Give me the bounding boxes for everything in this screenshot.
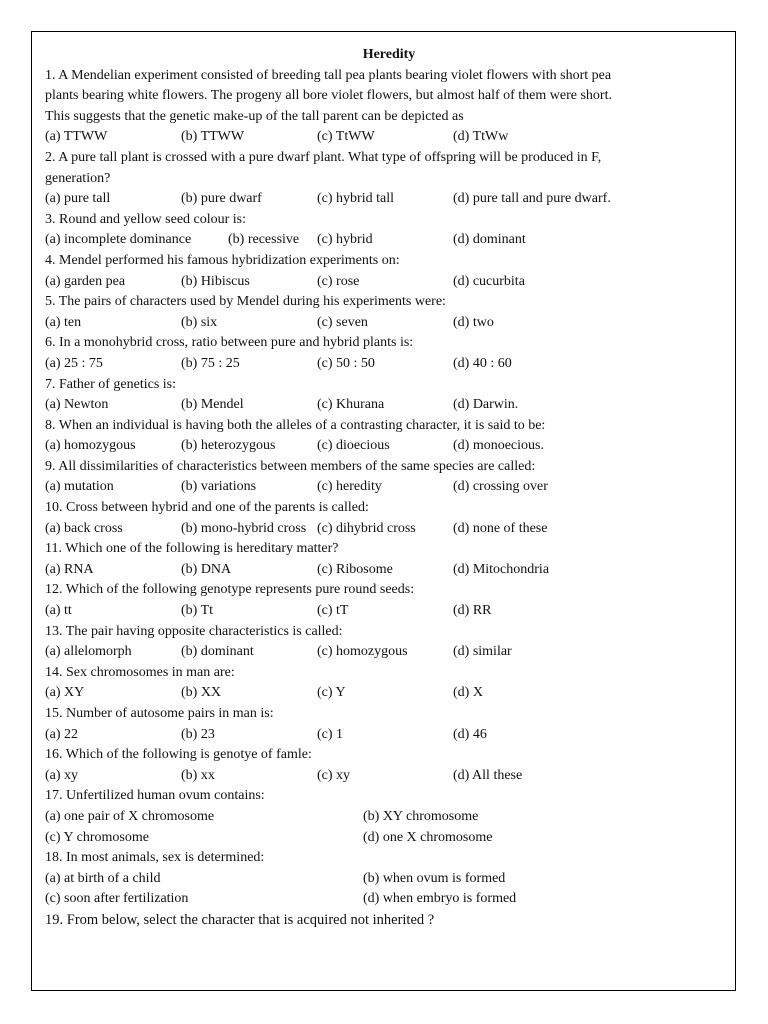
question-text: 14. Sex chromosomes in man are:: [45, 664, 235, 680]
answer-option: (c) Y chromosome: [45, 829, 149, 845]
question-11: [45, 539, 725, 580]
answer-option: (b) variations: [181, 479, 257, 495]
answer-option: (a) 22: [45, 726, 79, 742]
answer-option: (b) Mendel: [181, 397, 244, 413]
question-text: plants bearing white flowers. The progeny all bore violet flowers, but almost half of them were short.: [45, 88, 612, 104]
answer-options: [45, 807, 725, 828]
answer-option: (d) when embryo is formed: [363, 891, 517, 907]
answer-option: (b) Tt: [181, 603, 214, 619]
answer-options: [45, 436, 725, 457]
document-page: [31, 31, 736, 991]
answer-option: (a) XY: [45, 685, 85, 701]
answer-option: (b) heterozygous: [181, 438, 276, 454]
answer-option: (d) none of these: [453, 520, 548, 536]
question-text: 7. Father of genetics is:: [45, 376, 177, 392]
answer-option: (a) RNA: [45, 561, 94, 577]
answer-option: (c) Ribosome: [317, 561, 393, 577]
question-text: 16. Which of the following is genotye of famle:: [45, 747, 312, 763]
answer-option: (c) dihybrid cross: [317, 520, 416, 536]
question-text: 10. Cross between hybrid and one of the parents is called:: [45, 500, 369, 516]
question-text: 1. A Mendelian experiment consisted of breeding tall pea plants bearing violet flowers with short pea: [45, 67, 612, 83]
answer-option: (d) two: [453, 314, 494, 330]
answer-option: (a) at birth of a child: [45, 870, 161, 886]
answer-option: (b) recessive: [228, 232, 300, 248]
answer-options: [45, 683, 725, 704]
question-17: [45, 786, 725, 848]
answer-option: (a) TTWW: [45, 129, 108, 145]
answer-option: (a) tt: [45, 603, 72, 619]
question-text: 15. Number of autosome pairs in man is:: [45, 706, 274, 721]
question-text: 6. In a monohybrid cross, ratio between pure and hybrid plants is:: [45, 335, 414, 351]
question-list: [45, 66, 725, 931]
answer-option: (c) Khurana: [317, 397, 385, 413]
answer-option: (d) monoecious.: [453, 438, 544, 454]
answer-option: (b) Hibiscus: [181, 273, 250, 289]
question-text: 13. The pair having opposite characteristics is called:: [45, 623, 343, 639]
question-9: [45, 457, 725, 498]
answer-option: (a) homozygous: [45, 438, 136, 454]
answer-option: (a) one pair of X chromosome: [45, 808, 215, 824]
answer-options: [45, 889, 725, 910]
document-content: [45, 45, 725, 931]
answer-options: [45, 272, 725, 293]
question-text: 4. Mendel performed his famous hybridization experiments on:: [45, 252, 400, 268]
question-1: [45, 66, 725, 148]
answer-option: (a) xy: [45, 767, 79, 783]
answer-option: (d) dominant: [453, 232, 526, 248]
answer-option: (b) XY chromosome: [363, 808, 479, 824]
answer-option: (c) tT: [317, 603, 349, 619]
answer-option: (c) Y: [317, 685, 346, 701]
question-4: [45, 251, 725, 292]
question-2: [45, 148, 725, 210]
answer-option: (c) heredity: [317, 479, 382, 495]
answer-option: (c) seven: [317, 314, 368, 330]
answer-option: (b) xx: [181, 767, 215, 783]
answer-option: (b) DNA: [181, 561, 232, 577]
answer-option: (d) cucurbita: [453, 273, 525, 289]
answer-option: (d) X: [453, 685, 483, 701]
answer-option: (b) XX: [181, 685, 222, 701]
answer-options: [45, 354, 725, 375]
question-18: [45, 848, 725, 910]
answer-option: (d) crossing over: [453, 479, 548, 495]
answer-options: [45, 127, 725, 148]
answer-option: (a) garden pea: [45, 273, 126, 289]
answer-option: (b) six: [181, 314, 218, 330]
answer-options: [45, 642, 725, 663]
answer-options: [45, 189, 725, 210]
answer-option: (d) 46: [453, 726, 487, 742]
answer-option: (c) hybrid: [317, 232, 373, 248]
question-text: This suggests that the genetic make-up of the tall parent can be depicted as: [45, 108, 464, 124]
answer-option: (c) TtWW: [317, 129, 375, 145]
question-text: 5. The pairs of characters used by Mendel during his experiments were:: [45, 294, 446, 310]
question-10: [45, 498, 725, 539]
answer-option: (d) RR: [453, 603, 492, 619]
answer-option: (c) homozygous: [317, 644, 408, 660]
answer-option: (d) pure tall and pure dwarf.: [453, 191, 611, 207]
answer-option: (b) 75 : 25: [181, 355, 240, 371]
question-12: [45, 580, 725, 621]
answer-option: (d) 40 : 60: [453, 355, 512, 371]
answer-option: (a) back cross: [45, 520, 123, 536]
answer-option: (d) Mitochondria: [453, 561, 550, 577]
answer-option: (c) dioecious: [317, 438, 390, 454]
answer-option: (d) similar: [453, 644, 512, 660]
answer-options: [45, 313, 725, 334]
question-text: 12. Which of the following genotype represents pure round seeds:: [45, 582, 415, 598]
question-text: 2. A pure tall plant is crossed with a pure dwarf plant. What type of offspring will be produced in F,: [45, 149, 602, 165]
answer-option: (d) Darwin.: [453, 397, 519, 413]
answer-option: (c) rose: [317, 273, 360, 289]
question-8: [45, 416, 725, 457]
answer-option: (d) one X chromosome: [363, 829, 493, 845]
question-19: [45, 910, 725, 931]
answer-options: [45, 601, 725, 622]
question-16: [45, 745, 725, 786]
answer-option: (c) 50 : 50: [317, 355, 375, 371]
answer-options: [45, 477, 725, 498]
answer-options: [45, 828, 725, 849]
question-text: 19. From below, select the character that is acquired not inherited ?: [45, 911, 435, 928]
answer-option: (c) 1: [317, 726, 344, 742]
answer-option: (b) dominant: [181, 644, 254, 660]
question-text: 18. In most animals, sex is determined:: [45, 850, 265, 866]
question-text: 3. Round and yellow seed colour is:: [45, 211, 247, 227]
answer-option: (a) Newton: [45, 397, 109, 413]
question-7: [45, 375, 725, 416]
answer-option: (a) incomplete dominance: [45, 232, 192, 248]
answer-option: (a) mutation: [45, 479, 114, 495]
question-3: [45, 210, 725, 251]
answer-option: (b) mono-hybrid cross: [181, 520, 307, 536]
answer-options: [45, 725, 725, 746]
answer-options: [45, 766, 725, 787]
question-text: generation?: [45, 170, 111, 186]
answer-option: (b) pure dwarf: [181, 191, 262, 207]
question-6: [45, 333, 725, 374]
question-text: 8. When an individual is having both the alleles of a contrasting character, it is said to be:: [45, 417, 546, 433]
answer-option: (d) TtWw: [453, 129, 509, 145]
answer-option: (a) 25 : 75: [45, 355, 103, 371]
answer-options: [45, 395, 725, 416]
answer-option: (c) soon after fertilization: [45, 891, 189, 907]
question-text: 11. Which one of the following is hereditary matter?: [45, 541, 339, 557]
answer-option: (a) allelomorph: [45, 644, 132, 660]
answer-option: (d) All these: [453, 767, 523, 783]
answer-option: (c) hybrid tall: [317, 191, 394, 207]
answer-option: (c) xy: [317, 767, 351, 783]
answer-options: [45, 519, 725, 540]
question-14: [45, 663, 725, 704]
answer-option: (b) TTWW: [181, 129, 245, 145]
question-5: [45, 292, 725, 333]
question-text: 17. Unfertilized human ovum contains:: [45, 788, 265, 804]
answer-option: (b) when ovum is formed: [363, 870, 506, 886]
question-text: 9. All dissimilarities of characteristics between members of the same species are called:: [45, 458, 536, 474]
answer-options: [45, 230, 725, 251]
answer-option: (a) ten: [45, 314, 82, 330]
answer-option: (a) pure tall: [45, 191, 111, 207]
answer-options: [45, 560, 725, 581]
question-15: [45, 704, 725, 745]
document-title: Heredity: [362, 47, 416, 62]
question-13: [45, 622, 725, 663]
answer-option: (b) 23: [181, 726, 215, 742]
answer-options: [45, 869, 725, 890]
